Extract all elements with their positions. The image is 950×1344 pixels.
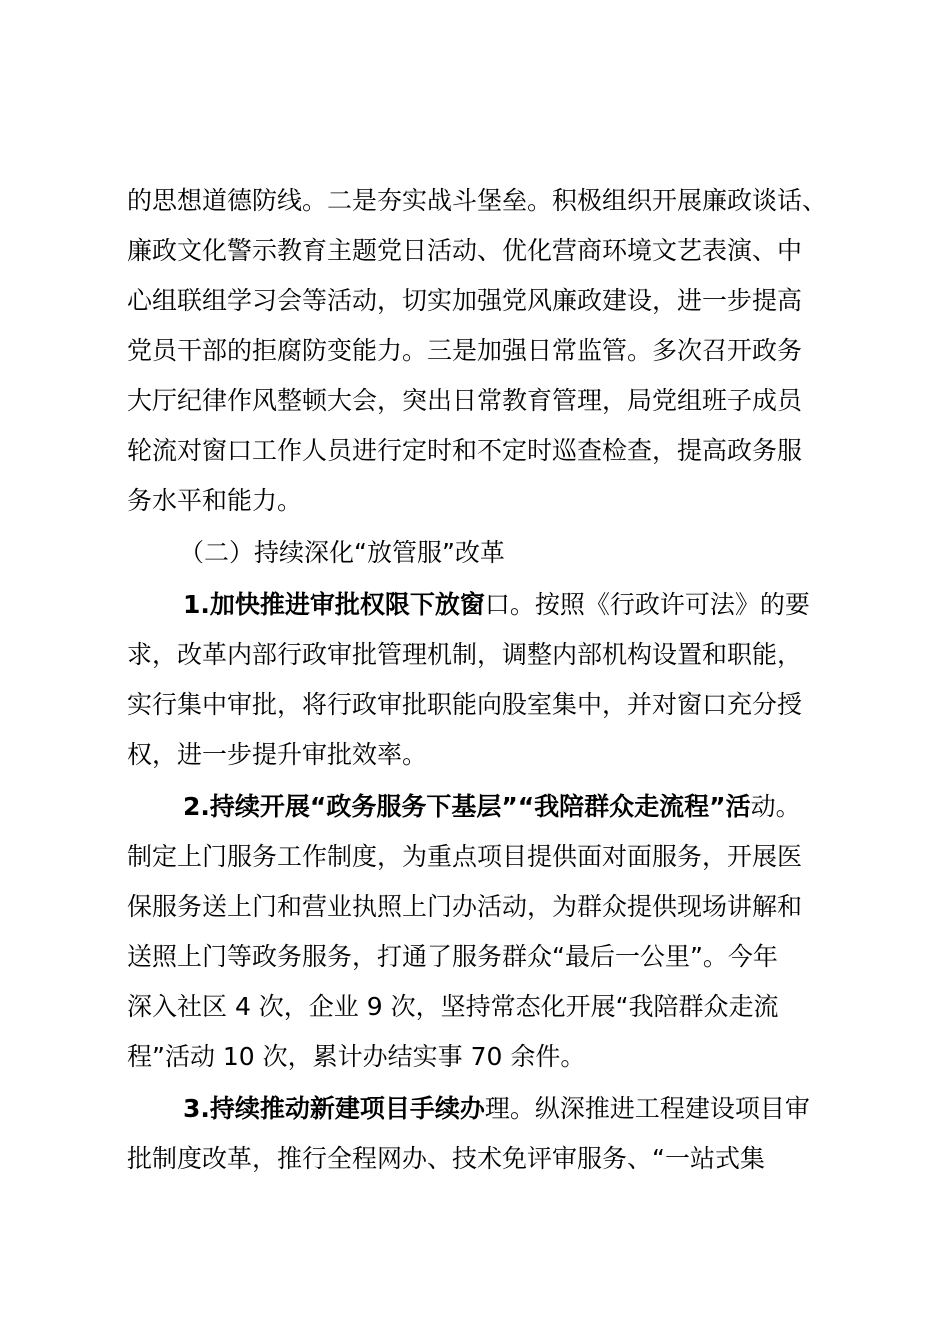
item3-first-line-rest: 理。纵深推进工程建设项目审 — [484, 1094, 810, 1123]
section-heading: （二）持续深化“放管服”改革 — [179, 538, 505, 567]
paragraph-line: 党员干部的拒腐防变能力。三是加强日常监管。多次召开政务 — [127, 336, 803, 365]
paragraph-line: 求，改革内部行政审批管理机制，调整内部机构设置和职能， — [127, 640, 803, 669]
paragraph-line: 的思想道德防线。二是夯实战斗堡垒。积极组织开展廉政谈话、 — [127, 186, 828, 215]
paragraph-line: 廉政文化警示教育主题党日活动、优化营商环境文艺表演、中 — [127, 236, 803, 265]
paragraph-line: 轮流对窗口工作人员进行定时和不定时巡查检查，提高政务服 — [127, 436, 803, 465]
item1-first-line-rest: 口。按照《行政许可法》的要 — [484, 590, 810, 619]
paragraph-line: 心组联组学习会等活动，切实加强党风廉政建设，进一步提高 — [127, 286, 803, 315]
paragraph-line: 保服务送上门和营业执照上门办活动，为群众提供现场讲解和 — [127, 892, 803, 921]
item2-bold-lead: 2.持续开展“政务服务下基层”“我陪群众走流程”活 — [183, 792, 751, 821]
paragraph-line: 权，进一步提升审批效率。 — [127, 740, 428, 769]
item3-first-line — [183, 1084, 810, 1134]
item2-first-line-rest: 动。 — [750, 792, 801, 821]
paragraph-line: 制定上门服务工作制度，为重点项目提供面对面服务，开展医 — [127, 842, 803, 871]
paragraph-line: 务水平和能力。 — [127, 486, 303, 515]
item1-first-line — [183, 580, 810, 630]
item2-first-line — [183, 782, 801, 832]
paragraph-line: 大厅纪律作风整顿大会，突出日常教育管理，局党组班子成员 — [127, 386, 803, 415]
item3-bold-lead: 3.持续推动新建项目手续办 — [183, 1094, 485, 1123]
paragraph-line: 批制度改革，推行全程网办、技术免评审服务、“一站式集 — [127, 1144, 765, 1173]
paragraph-line: 送照上门等政务服务，打通了服务群众“最后一公里”。今年 — [127, 942, 778, 971]
paragraph-line: 程”活动 10 次，累计办结实事 70 余件。 — [127, 1042, 586, 1071]
paragraph-line: 实行集中审批，将行政审批职能向股室集中，并对窗口充分授 — [127, 690, 803, 719]
item1-bold-lead: 1.加快推进审批权限下放窗 — [183, 590, 485, 619]
paragraph-line: 深入社区 4 次，企业 9 次，坚持常态化开展“我陪群众走流 — [127, 992, 779, 1021]
